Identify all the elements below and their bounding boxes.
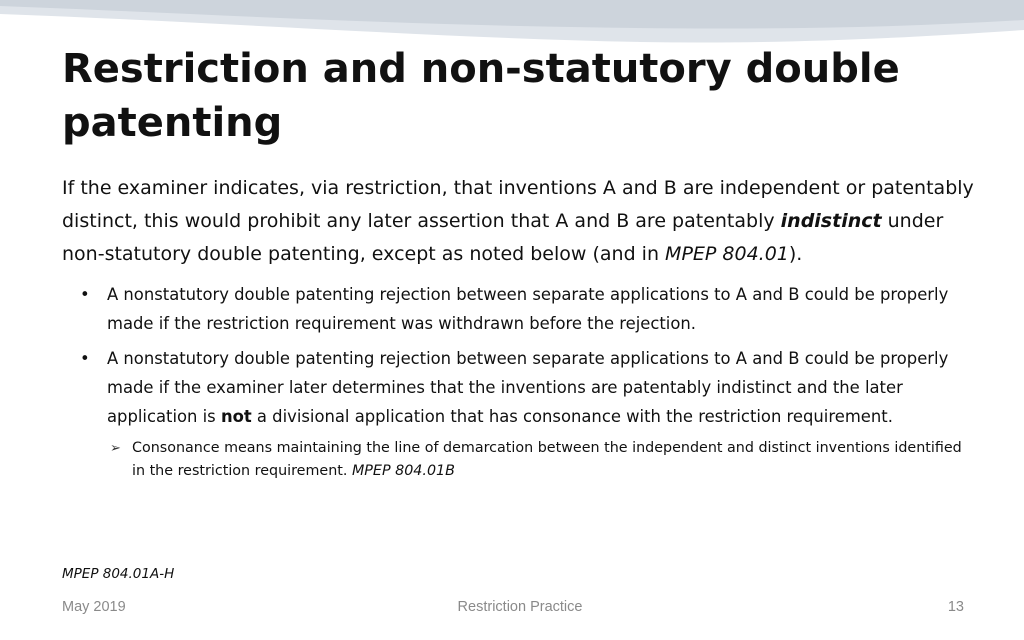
- intro-text-3: ).: [788, 243, 803, 265]
- footer-title: Restriction Practice: [457, 599, 583, 615]
- mpep-citation: MPEP 804.01A-H: [62, 566, 175, 582]
- bullet-marker: •: [80, 349, 90, 368]
- intro-emphasis: indistinct: [780, 210, 882, 232]
- arrow-bullet-icon: ➢: [110, 441, 121, 456]
- intro-text-2: under non-statutory double patenting, except as noted below (and in: [62, 210, 944, 265]
- bullet-bold-word: not: [220, 407, 252, 426]
- bullet-text-1: A nonstatutory double patenting rejection between separate applications to A and B could be properly made if the examiner later determines that the inventions are patentably indistinct and the later application is: [107, 349, 949, 426]
- slide-title: Restriction and non-statutory double patenting: [62, 46, 900, 146]
- intro-text-1: If the examiner indicates, via restriction, that inventions A and B are independent or patentably distinct, this would prohibit any later assertion that A and B are patentably: [62, 177, 974, 232]
- bullet-text-2: a divisional application that has consonance with the restriction requirement.: [251, 407, 893, 426]
- bullet-item: [62, 280, 977, 338]
- bullet-marker: •: [80, 285, 90, 304]
- sub-bullet-text: Consonance means maintaining the line of demarcation between the independent and distinct inventions identified in the restriction requirement.: [132, 440, 962, 479]
- bullet-item: [62, 344, 977, 431]
- sub-bullet-item: [62, 437, 977, 483]
- intro-mpep-reference: MPEP 804.01: [665, 243, 789, 265]
- intro-paragraph: [62, 172, 977, 271]
- bullet-text: A nonstatutory double patenting rejection between separate applications to A and B could be properly made if the restriction requirement was withdrawn before the rejection.: [107, 285, 949, 333]
- header-wave-decoration: [0, 0, 1024, 46]
- footer-date: May 2019: [62, 599, 126, 615]
- slide-body: [62, 172, 977, 483]
- sub-bullet-mpep-reference: MPEP 804.01B: [351, 463, 455, 479]
- slide-number: 13: [947, 599, 964, 615]
